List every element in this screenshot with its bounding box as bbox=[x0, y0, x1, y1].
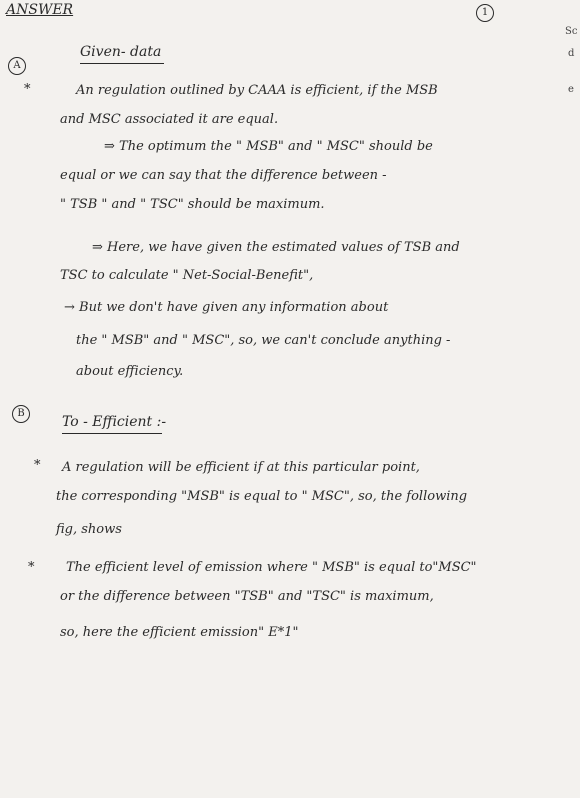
section-a-line-8: → But we don't have given any information about bbox=[64, 300, 389, 315]
section-a-line-4: equal or we can say that the difference between - bbox=[60, 168, 387, 183]
section-b-line-2: the corresponding "MSB" is equal to " MSC", so, the following bbox=[56, 489, 468, 504]
section-b-star-bullet-1: * bbox=[34, 458, 41, 473]
section-a-line-3: ⇒ The optimum the " MSB" and " MSC" should be bbox=[104, 139, 433, 154]
section-a-line-2: and MSC associated it are equal. bbox=[60, 112, 279, 127]
section-a-line-9: the " MSB" and " MSC", so, we can't conclude anything - bbox=[76, 333, 451, 348]
section-b-line-3: fig, shows bbox=[56, 522, 122, 537]
section-b-line-5: or the difference between "TSB" and "TSC" is maximum, bbox=[60, 589, 434, 604]
section-b-line-6: so, here the efficient emission" E*1" bbox=[60, 625, 299, 640]
section-a-title: Given- data bbox=[80, 44, 162, 60]
section-b-marker: B bbox=[12, 405, 30, 423]
edge-mark-3: e bbox=[568, 84, 574, 95]
section-b-star-bullet-2: * bbox=[28, 560, 35, 575]
edge-mark-2: d bbox=[568, 48, 575, 59]
edge-mark-1: Sc bbox=[565, 26, 578, 37]
section-a-line-1: An regulation outlined by CAAA is efficient, if the MSB bbox=[76, 83, 438, 98]
section-a-marker: A bbox=[8, 57, 26, 75]
section-b-title-underline bbox=[62, 433, 162, 434]
section-b-line-1: A regulation will be efficient if at this particular point, bbox=[62, 460, 420, 475]
page-number: 1 bbox=[476, 4, 494, 22]
section-a-star-bullet: * bbox=[24, 82, 31, 97]
section-a-line-7: TSC to calculate " Net-Social-Benefit", bbox=[60, 268, 314, 283]
answer-label: ANSWER bbox=[6, 2, 74, 18]
section-a-line-10: about efficiency. bbox=[76, 364, 184, 379]
section-b-title: To - Efficient :- bbox=[62, 414, 167, 430]
section-a-line-6: ⇒ Here, we have given the estimated values of TSB and bbox=[92, 240, 460, 255]
section-a-line-5: " TSB " and " TSC" should be maximum. bbox=[60, 197, 325, 212]
section-b-line-4: The efficient level of emission where " MSB" is equal to"MSC" bbox=[66, 560, 477, 575]
section-a-title-underline bbox=[80, 63, 164, 64]
